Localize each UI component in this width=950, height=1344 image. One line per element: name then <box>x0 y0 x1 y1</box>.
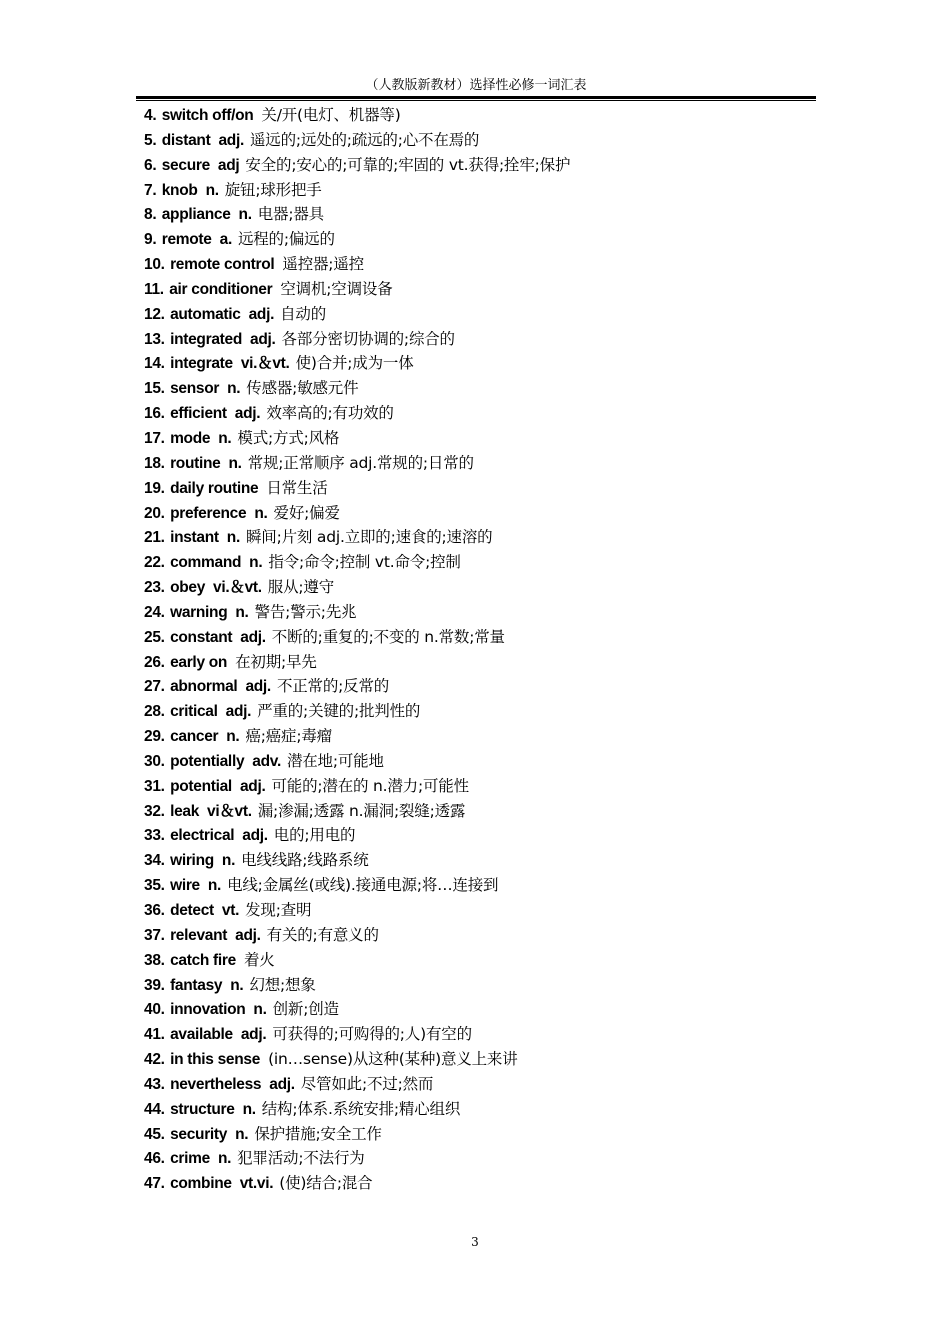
entry-term: secure <box>161 156 210 174</box>
entry-term: instant <box>170 529 219 547</box>
vocab-entry <box>144 749 814 774</box>
vocab-entry <box>144 1122 814 1147</box>
entry-part-of-speech: n. <box>207 877 222 895</box>
entry-definition: (使)结合;混合 <box>279 1174 373 1193</box>
entry-definition: 不断的;重复的;不变的 n.常数;常量 <box>271 627 505 646</box>
entry-part-of-speech: n. <box>205 181 219 199</box>
entry-definition: 电器;器具 <box>257 205 324 224</box>
vocab-entry <box>144 1146 814 1171</box>
entry-definition: 日常生活 <box>266 478 328 497</box>
entry-definition: 警告;警示;先兆 <box>254 602 357 621</box>
entry-number: 47. <box>144 1175 165 1193</box>
entry-term: appliance <box>161 206 231 224</box>
vocab-entry <box>144 178 814 203</box>
entry-number: 46. <box>144 1150 165 1168</box>
entry-term: remote <box>161 231 212 249</box>
vocab-entry <box>144 600 814 625</box>
entry-term: structure <box>170 1100 235 1118</box>
entry-part-of-speech: adj. <box>234 405 261 423</box>
vocab-entry <box>144 103 814 128</box>
entry-definition: 可能的;潜在的 n.潜力;可能性 <box>271 776 469 795</box>
vocab-entry <box>144 674 814 699</box>
entry-number: 7. <box>144 181 157 199</box>
entry-term: warning <box>170 603 228 621</box>
entry-definition: 幻想;想象 <box>249 975 316 994</box>
entry-part-of-speech: adj <box>217 156 240 174</box>
entry-term: integrate <box>170 355 233 373</box>
entry-number: 39. <box>144 976 165 994</box>
entry-definition: 着火 <box>243 950 275 969</box>
entry-part-of-speech: n. <box>238 206 252 224</box>
entry-term: detect <box>170 902 214 919</box>
entry-part-of-speech: adj. <box>242 827 268 845</box>
entry-definition: 潜在地;可能地 <box>286 751 384 770</box>
entry-part-of-speech: n. <box>235 603 249 621</box>
vocab-entry <box>144 575 814 600</box>
vocab-entry <box>144 401 814 426</box>
entry-definition: 尽管如此;不过;然而 <box>300 1074 434 1093</box>
entry-number: 15. <box>144 380 165 398</box>
vocab-entry <box>144 1072 814 1097</box>
entry-number: 27. <box>144 678 165 696</box>
entry-number: 4. <box>144 107 157 124</box>
vocab-entry <box>144 376 814 401</box>
entry-term: wire <box>170 877 200 895</box>
vocab-entry <box>144 1022 814 1047</box>
page-number: 3 <box>471 1235 479 1249</box>
entry-number: 9. <box>144 231 157 249</box>
entry-definition: 安全的;安心的;可靠的;牢固的 vt.获得;拴牢;保护 <box>245 155 571 174</box>
vocab-entry <box>144 997 814 1022</box>
entry-term: combine <box>170 1175 232 1193</box>
entry-term: in this sense <box>170 1051 261 1069</box>
entry-definition: 模式;方式;风格 <box>237 428 340 447</box>
entry-definition: 爱好;偏爱 <box>273 503 340 522</box>
entry-term: air conditioner <box>169 280 273 298</box>
vocab-entry <box>144 227 814 252</box>
entry-number: 25. <box>144 628 165 646</box>
entry-term: security <box>170 1125 228 1143</box>
vocab-entry <box>144 873 814 898</box>
vocab-entry <box>144 351 814 376</box>
entry-number: 42. <box>144 1051 165 1069</box>
entry-number: 36. <box>144 902 165 919</box>
entry-number: 16. <box>144 405 165 423</box>
vocab-entry <box>144 898 814 923</box>
entry-number: 24. <box>144 603 165 621</box>
entry-definition: 遥远的;远处的;疏远的;心不在焉的 <box>249 130 480 149</box>
entry-definition: 犯罪活动;不法行为 <box>237 1149 365 1168</box>
vocab-entry <box>144 277 814 302</box>
entry-definition: 空调机;空调设备 <box>280 279 393 298</box>
entry-term: command <box>170 554 242 572</box>
entry-definition: 旋钮;球形把手 <box>224 180 322 199</box>
entry-number: 35. <box>144 877 165 895</box>
entry-term: routine <box>170 454 221 472</box>
vocab-entry <box>144 948 814 973</box>
entry-number: 21. <box>144 529 165 547</box>
entry-part-of-speech: n. <box>235 1125 249 1143</box>
entry-term: catch fire <box>170 951 236 969</box>
header-rule-thin <box>136 100 816 101</box>
entry-number: 20. <box>144 504 165 522</box>
entry-part-of-speech: adj. <box>240 628 266 646</box>
entry-term: cancer <box>170 728 219 746</box>
entry-part-of-speech: n. <box>249 554 263 572</box>
entry-term: integrated <box>170 330 242 348</box>
entry-number: 31. <box>144 777 165 795</box>
entry-term: remote control <box>170 256 275 274</box>
entry-number: 43. <box>144 1075 165 1093</box>
entry-term: obey <box>170 579 206 597</box>
vocab-entry <box>144 799 814 824</box>
entry-definition: 关/开(电灯、机器等) <box>261 106 401 124</box>
entry-definition: 严重的;关键的;批判性的 <box>257 702 421 721</box>
entry-term: constant <box>170 628 233 646</box>
entry-term: available <box>170 1026 233 1044</box>
entry-term: potentially <box>170 752 245 770</box>
header-rule <box>136 96 816 99</box>
entry-part-of-speech: n. <box>226 728 240 746</box>
entry-part-of-speech: vt. <box>221 902 240 919</box>
entry-part-of-speech: n. <box>217 1150 232 1168</box>
entry-number: 17. <box>144 429 165 447</box>
entry-part-of-speech: vi＆vt. <box>207 802 252 820</box>
entry-number: 41. <box>144 1026 165 1044</box>
entry-part-of-speech: n. <box>230 976 244 994</box>
entry-term: innovation <box>170 1001 246 1019</box>
entry-number: 23. <box>144 579 165 597</box>
entry-definition: 瞬间;片刻 adj.立即的;速食的;速溶的 <box>245 528 493 547</box>
entry-number: 34. <box>144 852 165 870</box>
entry-part-of-speech: n. <box>254 504 268 522</box>
entry-number: 12. <box>144 305 165 323</box>
vocab-entry <box>144 650 814 675</box>
entry-term: abnormal <box>170 678 238 696</box>
entry-definition: 保护措施;安全工作 <box>254 1124 382 1143</box>
entry-part-of-speech: adj. <box>250 330 276 348</box>
entry-definition: 电线;金属丝(或线).接通电源;将…连接到 <box>227 876 499 895</box>
vocab-entry <box>144 252 814 277</box>
entry-term: sensor <box>170 380 220 398</box>
entry-term: critical <box>170 703 218 721</box>
entry-definition: 有关的;有意义的 <box>266 925 379 944</box>
entry-part-of-speech: vt.vi. <box>239 1175 274 1193</box>
entry-number: 14. <box>144 355 165 373</box>
vocab-entry <box>144 501 814 526</box>
entry-term: efficient <box>170 405 227 423</box>
entry-definition: 漏;渗漏;透露 n.漏洞;裂缝;透露 <box>257 801 466 820</box>
vocab-entry <box>144 550 814 575</box>
vocab-entry <box>144 724 814 749</box>
entry-part-of-speech: adj. <box>225 703 252 721</box>
entry-definition: 常规;正常顺序 adj.常规的;日常的 <box>247 453 474 472</box>
entry-part-of-speech: adv. <box>252 752 281 770</box>
entry-number: 30. <box>144 752 165 770</box>
vocab-entry <box>144 302 814 327</box>
vocab-entry <box>144 1097 814 1122</box>
entry-term: knob <box>161 181 198 199</box>
vocab-entry <box>144 525 814 550</box>
vocab-entry <box>144 1171 814 1196</box>
entry-number: 29. <box>144 728 165 746</box>
entry-term: potential <box>170 777 232 795</box>
vocab-entry <box>144 823 814 848</box>
vocab-entry <box>144 774 814 799</box>
entry-part-of-speech: n. <box>221 852 236 870</box>
entry-definition: 电线线路;线路系统 <box>241 851 369 870</box>
entry-part-of-speech: n. <box>227 380 241 398</box>
entry-term: distant <box>161 131 211 149</box>
entry-part-of-speech: adj. <box>245 678 271 696</box>
entry-term: preference <box>170 504 247 522</box>
entry-definition: (in…sense)从这种(某种)意义上来讲 <box>268 1050 518 1069</box>
vocab-entry <box>144 476 814 501</box>
entry-part-of-speech: adj. <box>239 777 266 795</box>
entry-definition: 自动的 <box>280 304 326 323</box>
entry-number: 11. <box>144 280 164 298</box>
entry-definition: 不正常的;反常的 <box>276 677 390 696</box>
vocabulary-list <box>144 103 814 1196</box>
entry-part-of-speech: adj. <box>248 305 275 323</box>
entry-term: wiring <box>170 852 214 870</box>
vocab-entry <box>144 625 814 650</box>
entry-definition: 结构;体系.系统安排;精心组织 <box>261 1099 461 1118</box>
entry-part-of-speech: adj. <box>235 926 261 944</box>
entry-number: 45. <box>144 1125 165 1143</box>
entry-definition: 电的;用电的 <box>273 826 356 845</box>
entry-definition: 在初期;早先 <box>235 652 317 671</box>
entry-term: nevertheless <box>170 1075 262 1093</box>
entry-term: leak <box>170 802 200 820</box>
entry-definition: 创新;创造 <box>272 1000 339 1019</box>
entry-term: early on <box>170 653 228 671</box>
vocab-entry <box>144 327 814 352</box>
vocab-entry <box>144 1047 814 1072</box>
entry-part-of-speech: n. <box>242 1100 256 1118</box>
entry-part-of-speech: adj. <box>269 1075 295 1093</box>
entry-number: 28. <box>144 703 165 721</box>
entry-part-of-speech: vi.＆vt. <box>240 355 290 373</box>
entry-number: 13. <box>144 330 165 348</box>
entry-definition: 远程的;偏远的 <box>237 230 335 249</box>
entry-number: 37. <box>144 926 165 944</box>
entry-number: 44. <box>144 1100 165 1118</box>
page-header-title: （人教版新教材）选择性必修一词汇表 <box>365 78 587 93</box>
entry-number: 40. <box>144 1001 165 1019</box>
entry-definition: 发现;查明 <box>245 901 312 919</box>
entry-term: daily routine <box>170 479 259 497</box>
vocab-entry <box>144 202 814 227</box>
entry-definition: 可获得的;可购得的;人)有空的 <box>272 1025 472 1044</box>
entry-term: switch off/on <box>161 107 254 124</box>
vocab-entry <box>144 848 814 873</box>
vocab-entry <box>144 699 814 724</box>
entry-number: 19. <box>144 479 165 497</box>
entry-part-of-speech: adj. <box>218 131 244 149</box>
entry-part-of-speech: n. <box>228 454 242 472</box>
entry-definition: 传感器;敏感元件 <box>246 379 359 398</box>
entry-term: fantasy <box>170 976 223 994</box>
entry-term: relevant <box>170 926 228 944</box>
entry-part-of-speech: n. <box>226 529 240 547</box>
vocab-entry <box>144 128 814 153</box>
entry-number: 18. <box>144 454 165 472</box>
entry-number: 8. <box>144 206 157 224</box>
entry-term: electrical <box>170 827 235 845</box>
entry-number: 5. <box>144 131 157 149</box>
entry-number: 26. <box>144 653 165 671</box>
vocab-entry <box>144 973 814 998</box>
entry-number: 38. <box>144 951 165 969</box>
vocab-entry <box>144 426 814 451</box>
entry-number: 33. <box>144 827 165 845</box>
entry-definition: 服从;遵守 <box>267 578 335 597</box>
entry-term: crime <box>170 1150 210 1168</box>
entry-definition: 使)合并;成为一体 <box>295 354 414 373</box>
entry-definition: 遥控器;遥控 <box>282 255 364 274</box>
entry-number: 22. <box>144 554 165 572</box>
entry-number: 6. <box>144 156 157 174</box>
entry-definition: 癌;癌症;毒瘤 <box>245 727 332 746</box>
entry-term: mode <box>170 429 211 447</box>
entry-definition: 指令;命令;控制 vt.命令;控制 <box>268 553 461 572</box>
entry-number: 32. <box>144 802 165 820</box>
entry-part-of-speech: n. <box>253 1001 267 1019</box>
entry-part-of-speech: a. <box>219 231 232 249</box>
entry-term: automatic <box>170 305 241 323</box>
vocab-entry <box>144 923 814 948</box>
entry-number: 10. <box>144 256 165 274</box>
entry-definition: 效率高的;有功效的 <box>266 404 394 423</box>
entry-definition: 各部分密切协调的;综合的 <box>281 329 455 348</box>
entry-part-of-speech: n. <box>218 429 232 447</box>
entry-part-of-speech: adj. <box>240 1026 267 1044</box>
entry-part-of-speech: vi.＆vt. <box>213 579 262 597</box>
vocab-entry <box>144 153 814 178</box>
vocab-entry <box>144 451 814 476</box>
